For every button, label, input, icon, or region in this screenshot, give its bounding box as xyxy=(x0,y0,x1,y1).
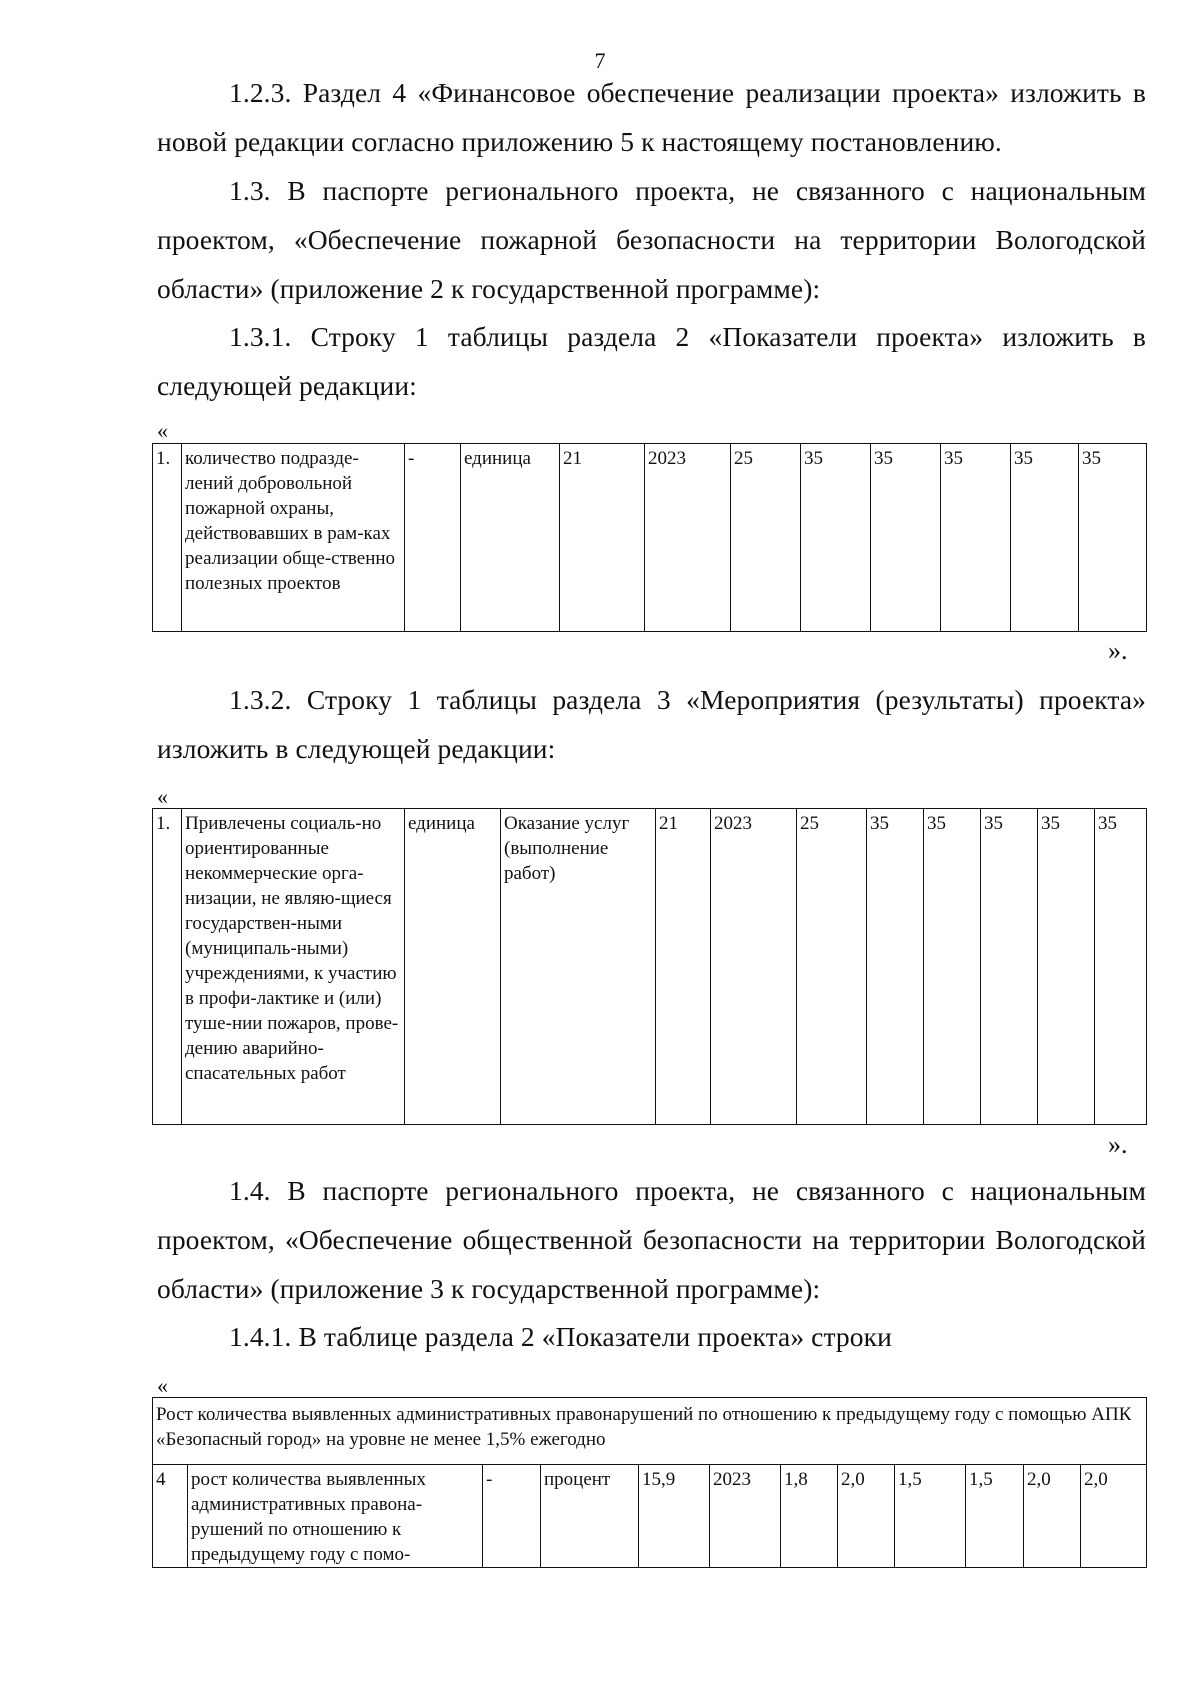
table-row xyxy=(153,1398,1147,1465)
row-number: 1. xyxy=(153,809,182,1125)
row-number: 4 xyxy=(153,1465,188,1568)
base-year-cell: 2023 xyxy=(711,809,797,1125)
paragraph-1-3-1: 1.3.1. Строку 1 таблицы раздела 2 «Показатели проекта» изложить в следующей редакции: xyxy=(157,321,1146,401)
value-cell: 35 xyxy=(1095,809,1147,1125)
table-row xyxy=(153,444,1147,632)
indicator-name: рост количества выявленных административных правона-рушений по отношению к предыдущему году с помо- xyxy=(188,1465,483,1568)
value-cell: 1,5 xyxy=(895,1465,966,1568)
quote-open-1: « xyxy=(157,418,168,443)
value-cell: 35 xyxy=(981,809,1038,1125)
table-row xyxy=(153,809,1147,1125)
value-cell: 35 xyxy=(924,809,981,1125)
value-cell: 35 xyxy=(867,809,924,1125)
result-name: Привлечены социаль-но ориентированные некоммерческие орга-низации, не являю-щиеся государствен-ными (муниципаль-ными) учреждениями, к участию в профи-лактике и (или) туше-нии пожаров, прове-дению аварийно-спасательных работ xyxy=(182,809,405,1125)
base-value-cell: 21 xyxy=(656,809,711,1125)
value-cell: 35 xyxy=(871,444,941,632)
value-cell: 2,0 xyxy=(1081,1465,1147,1568)
table-indicators-public-safety xyxy=(152,1397,1147,1568)
table-row xyxy=(153,1465,1147,1568)
paragraph-1-2-3: 1.2.3. Раздел 4 «Финансовое обеспечение реализации проекта» изложить в новой редакции согласно приложению 5 к настоящему постановлению. xyxy=(157,77,1146,157)
page-number: 7 xyxy=(594,48,606,73)
indicator-level: - xyxy=(483,1465,541,1568)
base-value-cell: 21 xyxy=(560,444,645,632)
paragraph-1-4: 1.4. В паспорте регионального проекта, не связанного с национальным проектом, «Обеспечение общественной безопасности на территории Вологодской области» (приложение 3 к государственной программе): xyxy=(157,1175,1146,1304)
paragraph-1-4-1: 1.4.1. В таблице раздела 2 «Показатели проекта» строки xyxy=(229,1321,892,1352)
quote-close-2: ». xyxy=(1108,1130,1128,1159)
paragraph-1-3-2: 1.3.2. Строку 1 таблицы раздела 3 «Мероприятия (результаты) проекта» изложить в следующей редакции: xyxy=(157,684,1146,764)
base-year-cell: 2023 xyxy=(645,444,731,632)
table-indicators-fire xyxy=(152,443,1147,632)
quote-close-1: ». xyxy=(1108,636,1128,665)
value-cell: 1,5 xyxy=(966,1465,1024,1568)
table-results-fire xyxy=(152,808,1147,1125)
indicator-level: - xyxy=(405,444,461,632)
base-year-cell: 2023 xyxy=(710,1465,781,1568)
result-type: Оказание услуг (выполнение работ) xyxy=(501,809,656,1125)
paragraph-1-3: 1.3. В паспорте регионального проекта, не связанного с национальным проектом, «Обеспечение пожарной безопасности на территории Вологодской области» (приложение 2 к государственной программе): xyxy=(157,175,1146,304)
value-cell: 2,0 xyxy=(838,1465,895,1568)
value-cell: 35 xyxy=(941,444,1011,632)
quote-open-2: « xyxy=(157,784,168,809)
value-cell: 25 xyxy=(731,444,801,632)
value-cell: 35 xyxy=(1011,444,1079,632)
value-cell: 35 xyxy=(1079,444,1147,632)
value-cell: 25 xyxy=(797,809,867,1125)
value-cell: 35 xyxy=(801,444,871,632)
value-cell: 35 xyxy=(1038,809,1095,1125)
quote-open-3: « xyxy=(157,1373,168,1398)
goal-header: Рост количества выявленных административных правонарушений по отношению к предыдущему году с помощью АПК «Безопасный город» на уровне не менее 1,5% ежегодно xyxy=(153,1398,1147,1465)
value-cell: 2,0 xyxy=(1024,1465,1081,1568)
row-number: 1. xyxy=(153,444,182,632)
unit-cell: процент xyxy=(541,1465,639,1568)
base-value-cell: 15,9 xyxy=(639,1465,710,1568)
unit-cell: единица xyxy=(461,444,560,632)
indicator-name: количество подразде-лений добровольной пожарной охраны, действовавших в рам-ках реализации обще-ственно полезных проектов xyxy=(182,444,405,632)
value-cell: 1,8 xyxy=(781,1465,838,1568)
unit-cell: единица xyxy=(405,809,501,1125)
